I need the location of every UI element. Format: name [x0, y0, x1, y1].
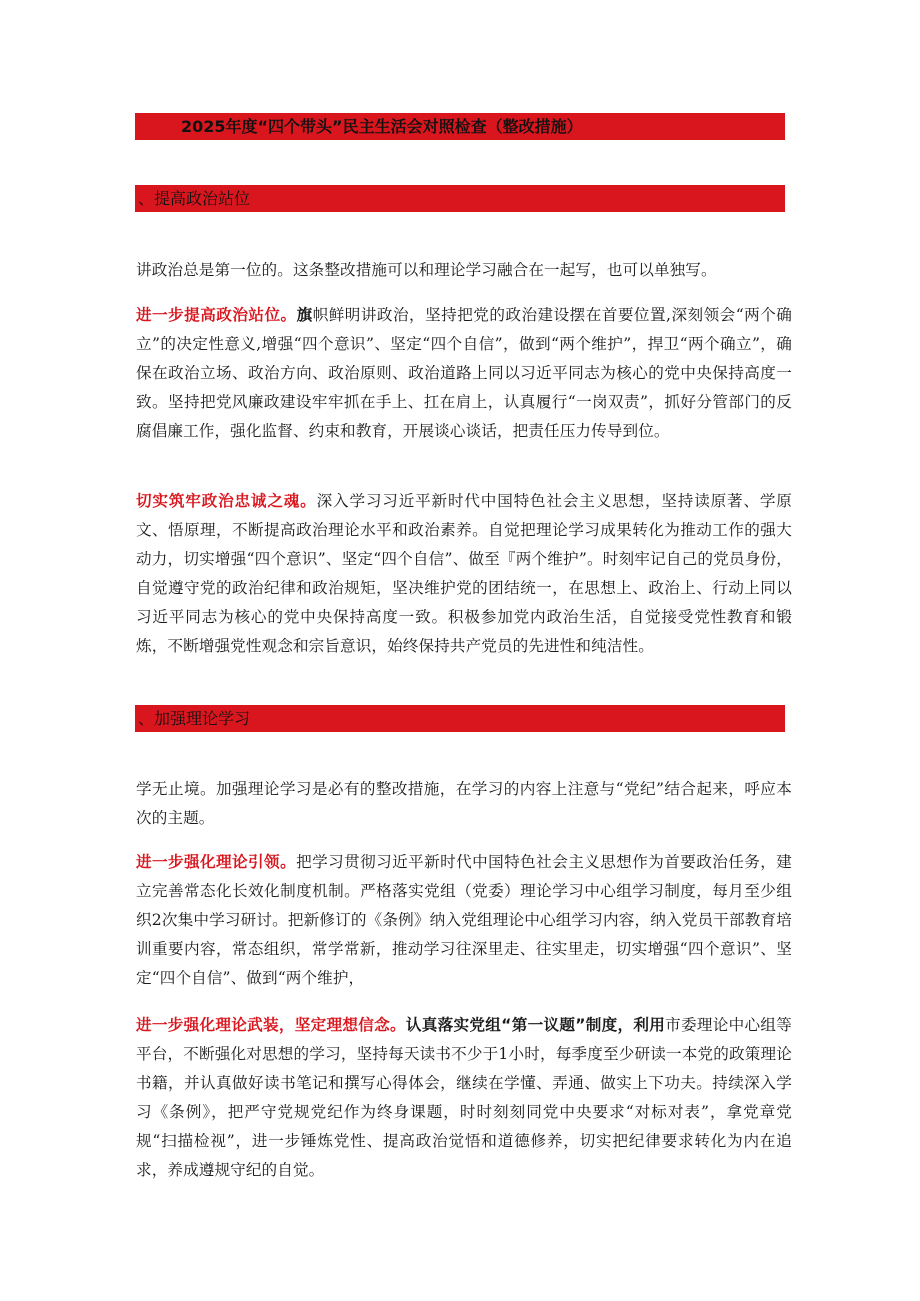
paragraph-body: 市委理论中心组等平台，不断强化对思想的学习，坚持每天读书不少于1小时，每季度至少研读一本党的政策理论书籍，并认真做好读书笔记和撰写心得体会，继续在学懂、弄通、做实上下功夫。持续深入学习《条例》，把严守党规党纪作为终身课题，时时刻刻同党中央要求“对标对表”，拿党章党规“扫描检视”，进一步锤炼党性、提高政治觉悟和道德修养，切实把纪律要求转化为内在追求，养成遵规守纪的自觉。	[136, 1016, 792, 1179]
paragraph-body: 深入学习习近平新时代中国特色社会主义思想，坚持读原著、学原文、悟原理，不断提高政治理论水平和政治素养。自觉把理论学习成果转化为推动工作的强大动力，切实增强“四个意识”、坚定“四个自信”、做至『两个维护”。时刻牢记自己的党员身份，自觉遵守党的政治纪律和政治规矩，坚决维护党的团结统一，在思想上、政治上、行动上同以习近平同志为核心的党中央保持高度一致。积极参加党内政治生活，自觉接受党性教育和锻炼，不断增强党性观念和宗旨意识，始终保持共产党员的先进性和纯洁性。	[136, 492, 792, 655]
paragraph-body: 帜鲜明讲政治，坚持把党的政治建设摆在首要位置,深刻领会“两个确立”的决定性意义,增强“四个意识”、坚定“四个自信”，做到“两个维护”，捍卫“两个确立”，确保在政治立场、政治方向、政治原则、政治道路上同以习近平同志为核心的党中央保持高度一致。坚持把党风廉政建设牢牢抓在手上、扛在肩上，认真履行“一岗双责”，抓好分管部门的反腐倡廉工作，强化监督、约束和教育，开展谈心谈话，把责任压力传导到位。	[136, 306, 792, 440]
paragraph-lead: 进一步强化理论武装，坚定理想信念。	[136, 1016, 406, 1034]
document-title: 2025年度“四个带头”民主生活会对照检查（整改措施）	[135, 113, 785, 140]
section-intro: 讲政治总是第一位的。这条整改措施可以和理论学习融合在一起写，也可以单独写。	[136, 261, 717, 279]
section-heading-political-stance: 、提高政治站位	[135, 185, 785, 212]
paragraph	[136, 487, 792, 661]
paragraph-lead-bold: 认真落实党组“第一议题”制度，利用	[405, 1016, 666, 1034]
paragraph-body: 把学习贯彻习近平新时代中国特色社会主义思想作为首要政治任务，建立完善常态化长效化制度机制。严格落实党组（党委）理论学习中心组学习制度，每月至少组织2次集中学习研讨。把新修订的《条例》纳入党组理论中心组学习内容，纳入党员干部教育培训重要内容，常态组织，常学常新，推动学习往深里走、往实里走，切实增强“四个意识”、坚定“四个自信”、做到“两个维护，	[136, 853, 792, 987]
paragraph-lead: 切实筑牢政治忠诚之魂。	[136, 492, 317, 510]
section-intro: 学无止境。加强理论学习是必有的整改措施，在学习的内容上注意与“党纪”结合起来，呼应本次的主题。	[136, 780, 792, 827]
paragraph-lead-bold: 旗	[296, 306, 313, 324]
paragraph-lead: 进一步强化理论引领。	[136, 853, 297, 871]
section-heading-theory-study: 、加强理论学习	[135, 705, 785, 732]
paragraph	[136, 1011, 792, 1185]
paragraph	[136, 301, 792, 446]
paragraph-lead: 进一步提高政治站位。	[136, 306, 297, 324]
paragraph	[136, 848, 792, 993]
